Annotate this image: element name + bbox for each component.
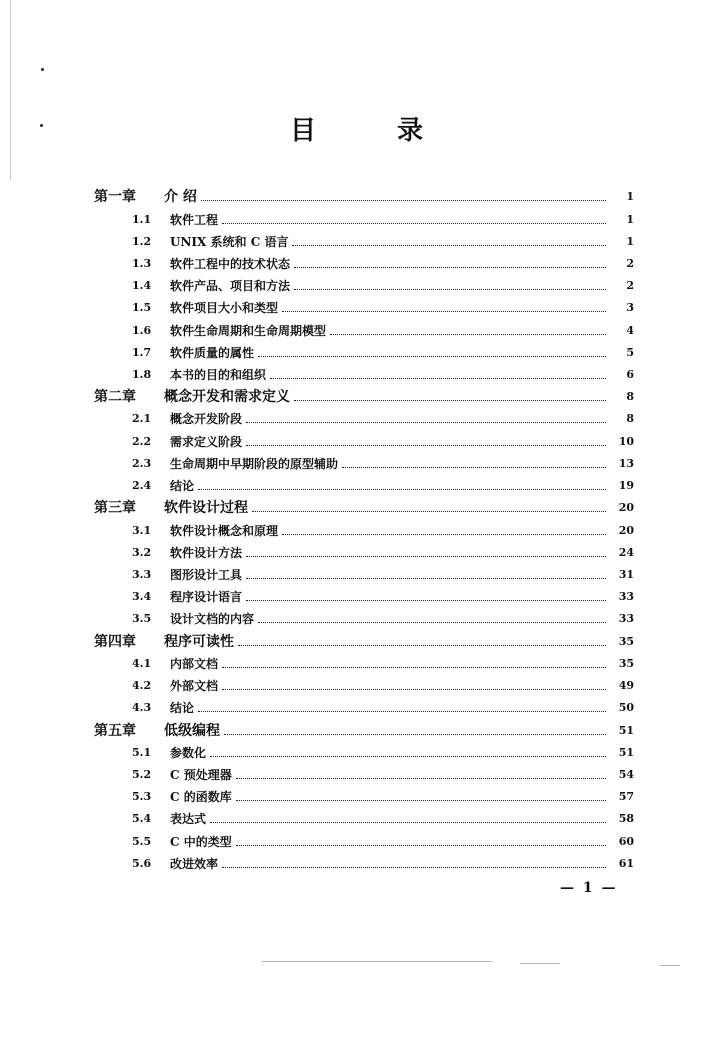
table-of-contents: [94, 183, 634, 872]
toc-chapter-entry: [94, 716, 634, 738]
dot-leader: [258, 622, 606, 623]
toc-entry-title: 软件产品、项目和方法: [170, 279, 291, 294]
toc-entry-page: 61: [618, 856, 634, 870]
dot-leader: [236, 778, 606, 779]
dot-leader: [252, 511, 606, 512]
scan-edge-mark: [10, 0, 11, 180]
toc-entry-page: 58: [618, 812, 634, 826]
dot-leader: [246, 600, 606, 601]
toc-entry-number: 第一章: [94, 189, 136, 206]
dot-leader: [330, 334, 606, 335]
toc-entry-number: 3.3: [132, 567, 152, 581]
toc-entry-number: 4.3: [132, 701, 152, 715]
toc-entry-title: 软件设计概念和原理: [170, 523, 279, 538]
toc-entry-number: 1.1: [132, 212, 152, 226]
toc-entry-title: 概念开发和需求定义: [164, 389, 290, 406]
toc-section-entry: [94, 205, 634, 227]
toc-entry-page: 6: [626, 367, 634, 381]
dot-leader: [258, 356, 606, 357]
dot-leader: [222, 867, 606, 868]
toc-entry-page: 20: [618, 501, 634, 515]
toc-section-entry: [94, 739, 634, 761]
toc-entry-page: 2: [626, 256, 634, 270]
toc-section-entry: [94, 561, 634, 583]
toc-section-entry: [94, 827, 634, 849]
toc-entry-number: 5.5: [132, 834, 152, 848]
toc-entry-page: 51: [618, 745, 634, 759]
toc-entry-title: 外部文档: [170, 679, 219, 694]
toc-entry-title: C 中的类型: [170, 834, 232, 849]
toc-entry-title: 图形设计工具: [170, 567, 243, 582]
toc-entry-number: 1.6: [132, 323, 152, 337]
toc-entry-page: 35: [618, 656, 634, 670]
dot-leader: [246, 445, 606, 446]
toc-entry-number: 2.3: [132, 456, 152, 470]
toc-section-entry: [94, 783, 634, 805]
dot-leader: [246, 556, 606, 557]
dot-leader: [210, 756, 606, 757]
toc-entry-page: 60: [618, 834, 634, 848]
toc-entry-number: 5.3: [132, 790, 152, 804]
toc-section-entry: [94, 250, 634, 272]
toc-entry-number: 第三章: [94, 500, 136, 517]
toc-entry-number: 1.5: [132, 301, 152, 315]
dot-leader: [282, 311, 606, 312]
page-title: 目 录: [289, 116, 460, 146]
dot-leader: [224, 734, 606, 735]
toc-entry-number: 5.4: [132, 812, 152, 826]
toc-section-entry: [94, 450, 634, 472]
toc-entry-title: 设计文档的内容: [170, 612, 255, 627]
toc-entry-number: 1.3: [132, 256, 152, 270]
dot-leader: [222, 667, 606, 668]
dot-leader: [342, 467, 606, 468]
toc-section-entry: [94, 605, 634, 627]
toc-entry-page: 57: [618, 790, 634, 804]
toc-entry-number: 1.2: [132, 234, 152, 248]
toc-entry-page: 31: [618, 567, 634, 581]
toc-entry-page: 8: [626, 412, 634, 426]
toc-entry-page: 54: [618, 768, 634, 782]
toc-section-entry: [94, 850, 634, 872]
dot-leader: [294, 289, 606, 290]
dot-leader: [222, 689, 606, 690]
toc-section-entry: [94, 650, 634, 672]
toc-section-entry: [94, 472, 634, 494]
toc-section-entry: [94, 672, 634, 694]
toc-entry-title: UNIX 系统和 C 语言: [170, 234, 289, 249]
dot-leader: [294, 267, 606, 268]
toc-section-entry: [94, 339, 634, 361]
toc-entry-number: 4.2: [132, 679, 152, 693]
toc-entry-title: 程序设计语言: [170, 590, 243, 605]
toc-entry-number: 3.4: [132, 590, 152, 604]
toc-entry-title: 软件工程中的技术状态: [170, 256, 291, 271]
toc-section-entry: [94, 583, 634, 605]
toc-entry-number: 5.6: [132, 856, 152, 870]
toc-entry-title: 程序可读性: [164, 633, 234, 650]
toc-entry-page: 24: [618, 545, 634, 559]
toc-entry-number: 第四章: [94, 633, 136, 650]
toc-section-entry: [94, 427, 634, 449]
dot-leader: [198, 489, 606, 490]
dot-leader: [294, 400, 606, 401]
toc-entry-title: 表达式: [170, 812, 207, 827]
toc-section-entry: [94, 316, 634, 338]
scan-artifact-line: [262, 961, 492, 962]
toc-entry-number: 3.1: [132, 523, 152, 537]
toc-entry-title: 概念开发阶段: [170, 412, 243, 427]
toc-entry-page: 1: [626, 190, 634, 204]
toc-section-entry: [94, 228, 634, 250]
toc-entry-number: 3.2: [132, 545, 152, 559]
toc-entry-number: 1.7: [132, 345, 152, 359]
toc-entry-page: 33: [618, 612, 634, 626]
toc-section-entry: [94, 516, 634, 538]
toc-chapter-entry: [94, 183, 634, 205]
toc-entry-page: 8: [626, 390, 634, 404]
toc-entry-number: 4.1: [132, 656, 152, 670]
toc-entry-title: 生命周期中早期阶段的原型辅助: [170, 456, 339, 471]
toc-entry-title: 软件工程: [170, 212, 219, 227]
toc-section-entry: [94, 294, 634, 316]
toc-chapter-entry: [94, 383, 634, 405]
toc-entry-number: 第二章: [94, 389, 136, 406]
toc-section-entry: [94, 361, 634, 383]
scan-artifact-line: [520, 963, 560, 964]
toc-entry-number: 2.4: [132, 479, 152, 493]
page-number: — 1 —: [560, 880, 618, 896]
toc-entry-page: 19: [618, 479, 634, 493]
toc-entry-page: 4: [626, 323, 634, 337]
toc-entry-title: 低级编程: [164, 722, 220, 739]
scan-speck: [41, 68, 44, 71]
toc-entry-title: 改进效率: [170, 856, 219, 871]
toc-entry-number: 1.8: [132, 367, 152, 381]
toc-chapter-entry: [94, 494, 634, 516]
toc-entry-title: 软件设计过程: [164, 500, 248, 517]
toc-entry-title: 需求定义阶段: [170, 434, 243, 449]
toc-entry-title: 结论: [170, 479, 195, 494]
dot-leader: [246, 422, 606, 423]
toc-entry-page: 3: [626, 301, 634, 315]
toc-section-entry: [94, 805, 634, 827]
toc-entry-number: 5.2: [132, 768, 152, 782]
dot-leader: [210, 822, 606, 823]
dot-leader: [236, 800, 606, 801]
toc-entry-title: 结论: [170, 701, 195, 716]
toc-entry-title: C 的函数库: [170, 790, 232, 805]
dot-leader: [201, 200, 606, 201]
toc-entry-page: 2: [626, 279, 634, 293]
toc-entry-number: 2.1: [132, 412, 152, 426]
dot-leader: [198, 711, 606, 712]
toc-entry-page: 49: [618, 679, 634, 693]
dot-leader: [270, 378, 606, 379]
toc-entry-page: 1: [626, 234, 634, 248]
toc-entry-page: 50: [618, 701, 634, 715]
dot-leader: [238, 645, 606, 646]
toc-entry-title: 内部文档: [170, 656, 219, 671]
toc-section-entry: [94, 539, 634, 561]
dot-leader: [282, 534, 606, 535]
toc-entry-page: 13: [618, 456, 634, 470]
toc-section-entry: [94, 694, 634, 716]
toc-entry-number: 2.2: [132, 434, 152, 448]
toc-entry-title: 本书的目的和组织: [170, 367, 267, 382]
toc-entry-page: 33: [618, 590, 634, 604]
toc-section-entry: [94, 272, 634, 294]
toc-chapter-entry: [94, 627, 634, 649]
toc-entry-title: 软件项目大小和类型: [170, 301, 279, 316]
dot-leader: [222, 223, 606, 224]
toc-entry-number: 3.5: [132, 612, 152, 626]
dot-leader: [246, 578, 606, 579]
toc-section-entry: [94, 761, 634, 783]
toc-entry-number: 5.1: [132, 745, 152, 759]
toc-entry-number: 1.4: [132, 279, 152, 293]
toc-entry-page: 51: [618, 723, 634, 737]
toc-entry-page: 10: [618, 434, 634, 448]
toc-entry-page: 20: [618, 523, 634, 537]
toc-entry-title: 介 绍: [164, 189, 197, 206]
toc-entry-title: 参数化: [170, 745, 207, 760]
toc-entry-title: C 预处理器: [170, 768, 232, 783]
toc-entry-title: 软件质量的属性: [170, 345, 255, 360]
dot-leader: [236, 845, 606, 846]
toc-entry-page: 5: [626, 345, 634, 359]
toc-entry-number: 第五章: [94, 722, 136, 739]
dot-leader: [292, 245, 606, 246]
toc-entry-page: 1: [626, 212, 634, 226]
scan-artifact-line: [660, 965, 680, 966]
toc-entry-title: 软件设计方法: [170, 545, 243, 560]
toc-entry-page: 35: [618, 634, 634, 648]
toc-section-entry: [94, 405, 634, 427]
toc-entry-title: 软件生命周期和生命周期模型: [170, 323, 327, 338]
